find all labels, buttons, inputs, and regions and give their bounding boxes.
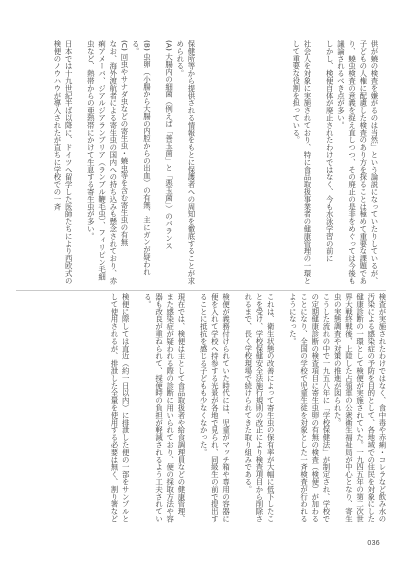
list-item-a: (A) 大腸内の細菌（例えば「善玉菌」と「悪玉菌」）のバランス [164, 40, 174, 250]
paragraph: これは、衛生状態の改善によって寄生虫の保有率が大幅に低下したことを受け、学校保健安全法施行規則の改正により検査項目から削除されるまで、長く学校現場で続けられてきた取り組みである。 [243, 293, 276, 523]
list-item-c: (C) 回虫やサナダ虫などの寄生虫・蟯虫等を含む寄生虫の有無 [119, 40, 129, 246]
paragraph: 現在では、検便は主として食品取扱者や給食調理員などの健康管理、また感染症が疑われる際の診断に用いられており、便の採取方法や容器も改良が重ねられて、採便時の負担が軽減されるよう工夫されている。 [143, 293, 186, 523]
paragraph: こうした流れの中で一九五八年に「学校保健法」が制定され、学校での定期健康診断の検査項目に寄生虫卵の有無の検査（検便）が加わることになり、全国の学校で児童生徒を対象とした一斉検査が行われるようになった。 [288, 293, 331, 523]
top-right-text-block [205, 40, 380, 286]
section-divider [16, 290, 386, 291]
paragraph: 検査が実施されたわけではなく、食中毒や赤痢・コレラなど飲み水の汚染による感染症の予防を目的として、各地域での住民を対象にした健康診断の一環として検便が実施されていた。一九四五年の第二次世界大戦終戦後、上陸した占領軍の公衆衛生福祉局が中心となり、寄生虫の実態調査や対策の推進が図られた。 [333, 293, 387, 523]
paragraph: 供が蟯の検査を嫌がるのは当然」という論説になっていたりしているが、子どもの人権に配慮した検査のあり方を探ることは極めて重要な課題であり、蟯虫検査の意義を捉え直しつつ、その廃止の是非をめぐっては今後も議論されるべき点が多い。 [336, 40, 379, 285]
paragraph: 検便が義務付けられていた時代には、児童がマッチ箱や専用の容器に便を入れて学校へ持参する光景が各地で見られ、同級生の前で提出することに抵抗を感じる子どもも少なくなかった。 [199, 293, 231, 523]
paragraph: 保健所等から提供される情報をもとに保護者への周知を徹底することが求められる。 [175, 40, 196, 285]
top-left-text-block [21, 40, 197, 286]
paragraph: しかし、検便自体が廃止されたわけではなく、今も水泳学習の前に [325, 40, 335, 262]
paragraph: 社会人を対象に実施されており、特に食品取扱事業者の健康管理の一環として重要な役割を担っている。 [291, 40, 312, 285]
bottom-text-block [16, 293, 388, 529]
list-item-b: (B) 虫卵（小腸から大腸の内腔からの出血）の有無、主にガンが疑われる。 [131, 40, 152, 276]
paragraph: 日本では十九世紀半ば以降に、ドイツへ留学した医師たちにより西欧式の検便のノウハウが導入されたが直ちに学校での一斉 [52, 40, 74, 285]
paragraph: なお、海外渡航者による寄生虫の国内への持ち込みも懸念されており、赤痢アメーバ、ジアルジアランブリア（ランブル鞭毛虫）、フィリピン毛細虫など、熱帯からの亜熱帯にかけて生息する寄生虫が多い。 [86, 40, 118, 285]
page-number: 036 [367, 540, 380, 547]
paragraph: 検便に際しては直近（約一日以内）に排泄した便の一部をサンプルとして使用されるが、排泄した全量を使用する必要は無く、割り箸など [109, 293, 131, 523]
